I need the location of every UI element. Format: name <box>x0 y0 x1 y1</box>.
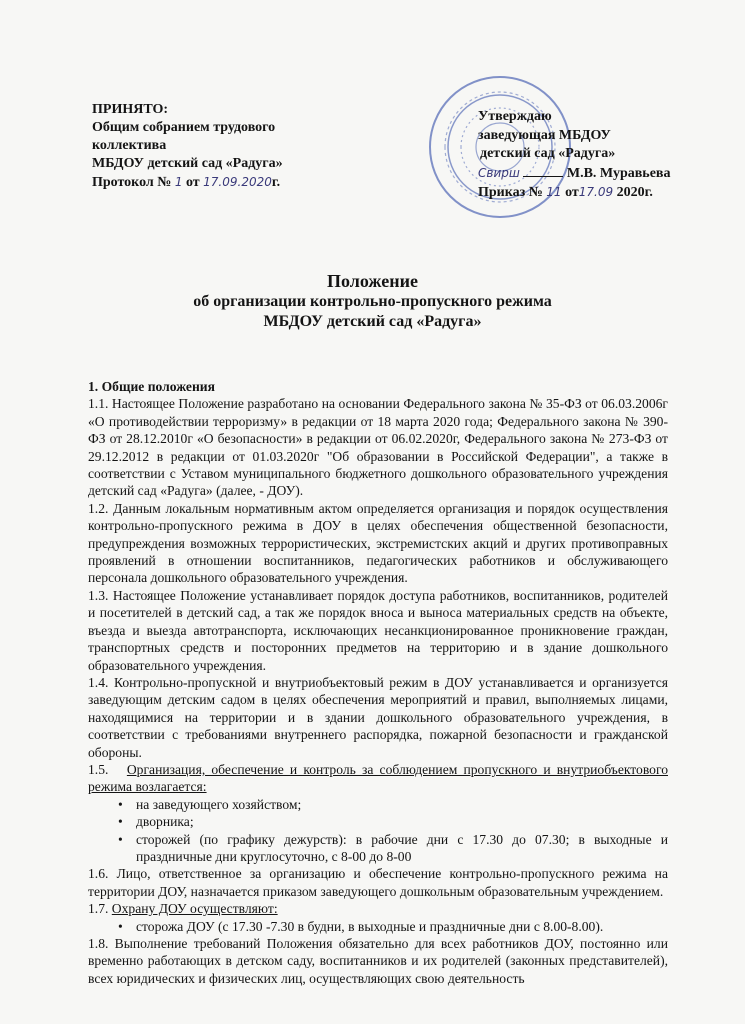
title-subtitle: МБДОУ детский сад «Радуга» <box>263 313 482 330</box>
handwritten-signature: Свирш <box>478 165 520 180</box>
paragraph-1-4: 1.4. Контрольно-пропускной и внутриобъектовый режим в ДОУ устанавливается и организуется заведующим детским садом в целях обеспечения мероприятий и правил, выполняемых лицами, находящимися на территории и в здании дошкольного образовательного учреждения, в соответствии с требованиями внутреннего распорядка, пожарной безопасности и гражданской обороны. <box>88 674 668 760</box>
list-item: • сторожа ДОУ (с 17.30 -7.30 в будни, в выходные и праздничные дни с 8.00-8.00). <box>118 918 668 935</box>
section-heading: 1. Общие положения <box>88 379 215 394</box>
signature-line <box>478 164 670 184</box>
order-line: Приказ № 11 от17.09 2020г. <box>478 185 653 200</box>
list-item: • сторожей (по графику дежурств): в рабочие дни с 17.30 до 07.30; в выходные и праздничные дни круглосуточно, с 8-00 до 8-00 <box>118 831 668 866</box>
guard-list <box>88 918 668 935</box>
handwritten-protocol-number: 1 <box>174 175 183 189</box>
handwritten-order-number: 11 <box>546 185 562 199</box>
handwritten-order-date: 17.09 <box>578 185 614 199</box>
list-item: • дворника; <box>118 813 668 830</box>
approval-line: МБДОУ детский сад «Радуга» <box>92 156 283 171</box>
list-item: • на заведующего хозяйством; <box>118 796 668 813</box>
head-name: М.В. Муравьева <box>566 165 671 181</box>
handwritten-protocol-date: 17.09.2020 <box>203 175 272 189</box>
paragraph-1-5: 1.5. Организация, обеспечение и контроль за соблюдением пропускного и внутриобъектового режима возлагается: <box>88 761 668 795</box>
confirmation-block <box>478 108 670 203</box>
title-subtitle: об организации контрольно-пропускного режима <box>193 293 552 310</box>
paragraph-1-3: 1.3. Настоящее Положение устанавливает порядок доступа работников, воспитанников, родителей и посетителей в детский сад, а так же порядок вноса и выноса материальных средств на объекте, въезда и выезда автотранспорта, исключающих несанкционированное проникновение граждан, транспортных средств и посторонних предметов на территорию и в здание дошкольного образовательного учреждения. <box>88 587 668 673</box>
approval-block <box>92 101 283 192</box>
approval-line: Общим собранием трудового <box>92 120 276 135</box>
paragraph-1-6: 1.6. Лицо, ответственное за организацию и обеспечение контрольно-пропускного режима на территории ДОУ, назначается приказом заведующего дошкольным образовательным учреждением. <box>88 866 668 899</box>
paragraph-1-2: 1.2. Данным локальным нормативным актом определяется организация и порядок осуществления контрольно-пропускного режима в ДОУ в целях обеспечения общественной безопасности, предупреждения возможных террористических, экстремистских акций и других противоправных проявлений в отношении воспитанников, педагогических работников и обслуживающего персонала дошкольного образовательного учреждения. <box>88 500 668 586</box>
approval-heading: ПРИНЯТО: <box>92 102 169 117</box>
paragraph-1-8: 1.8. Выполнение требований Положения обязательно для всех работников ДОУ, постоянно или временно работающих в детском саду, воспитанников и их родителей (законных представителей), всех юридических и физических лиц, осуществляющих свою деятельность <box>88 936 668 986</box>
confirmation-line: заведующая МБДОУ <box>478 127 611 143</box>
responsible-list <box>88 796 668 866</box>
signature-underline <box>523 176 563 177</box>
title-main: Положение <box>327 271 418 291</box>
document-title <box>0 270 745 332</box>
document-body <box>88 378 668 987</box>
confirmation-line: детский сад «Радуга» <box>480 146 616 161</box>
paragraph-1-1: 1.1. Настоящее Положение разработано на основании Федерального закона № 35-ФЗ от 06.03.2006г «О противодействии терроризму» в редакции от 18 марта 2020 года; Федерального закона № 390-ФЗ от 28.12.2010г «О безопасности» в редакции от 06.02.2020г, Федерального закона № 273-ФЗ от 29.12.2012 в редакции от 01.03.2020г "Об образовании в Российской Федерации", а также в соответствии с Уставом муниципального бюджетного дошкольного образовательного учреждения детский сад «Радуга» (далее, - ДОУ). <box>88 396 668 499</box>
confirmation-heading: Утверждаю <box>478 109 552 124</box>
approval-line: коллектива <box>92 138 167 153</box>
protocol-line: Протокол № 1 от 17.09.2020г. <box>92 175 281 190</box>
paragraph-1-7: 1.7. Охрану ДОУ осуществляют: <box>88 901 278 917</box>
